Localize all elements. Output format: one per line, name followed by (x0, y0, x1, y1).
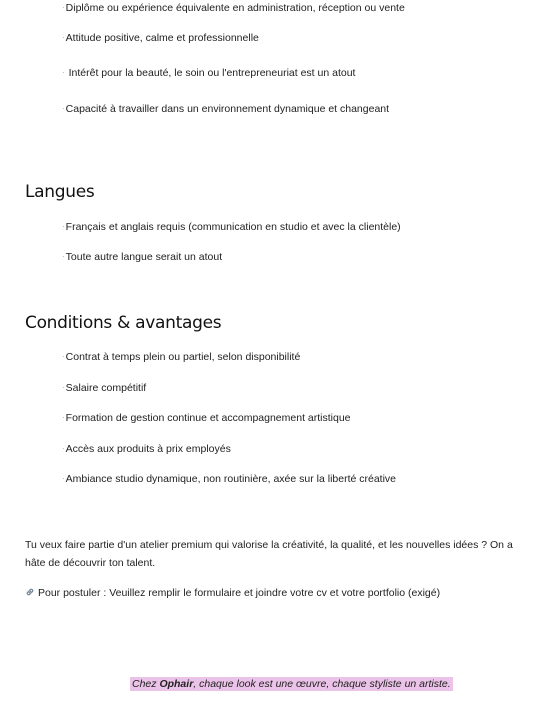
list-item-text: Ambiance studio dynamique, non routinière, axée sur la liberté créative (65, 473, 397, 485)
list-item-text: Accès aux produits à prix employés (65, 443, 231, 455)
list-item (62, 250, 222, 264)
bullet: · (62, 352, 65, 361)
bullet: · (62, 33, 65, 42)
list-item-text: Diplôme ou expérience équivalente en administration, réception ou vente (65, 2, 405, 14)
bullet: · (62, 68, 65, 77)
bullet: · (62, 222, 65, 231)
list-item-text: Capacité à travailler dans un environnement dynamique et changeant (65, 103, 390, 115)
list-item-text: Intérêt pour la beauté, le soin ou l'entrepreneuriat est un atout (65, 67, 356, 79)
bullet: · (62, 104, 65, 113)
list-item (62, 102, 389, 116)
brand-tagline (130, 677, 453, 691)
bullet: · (62, 444, 65, 453)
bullet: · (62, 474, 65, 483)
conditions-heading: Conditions & avantages (25, 313, 222, 333)
list-item (62, 381, 146, 395)
list-item-text: Attitude positive, calme et professionnelle (65, 32, 259, 44)
tagline-prefix: Chez (132, 678, 160, 690)
list-item (62, 350, 300, 364)
bullet: · (62, 252, 65, 261)
list-item-text: Salaire compétitif (65, 382, 147, 394)
closing-paragraph: Tu veux faire partie d'un atelier premium qui valorise la créativité, la qualité, et les nouvelles idées ? On a hâte de découvrir ton talent. (25, 539, 513, 569)
brand-name: Ophair (159, 678, 194, 690)
list-item-text: Toute autre langue serait un atout (65, 251, 223, 263)
bullet: · (62, 3, 65, 12)
list-item (62, 220, 401, 234)
bullet: · (62, 383, 65, 392)
apply-instructions (25, 586, 440, 600)
bullet: · (62, 413, 65, 422)
apply-text: Pour postuler : Veuillez remplir le formulaire et joindre votre cv et votre portfolio (exigé) (38, 587, 441, 599)
list-item (62, 411, 351, 425)
list-item (62, 31, 259, 45)
list-item-text: Formation de gestion continue et accompagnement artistique (65, 412, 351, 424)
list-item (62, 1, 405, 15)
languages-heading: Langues (25, 182, 95, 202)
list-item-text: Français et anglais requis (communication en studio et avec la clientèle) (65, 221, 401, 233)
list-item (62, 472, 396, 486)
list-item (62, 442, 231, 456)
list-item (62, 66, 355, 80)
link-icon (25, 587, 35, 597)
tagline-suffix: , chaque look est une œuvre, chaque styliste un artiste. (193, 678, 451, 690)
list-item-text: Contrat à temps plein ou partiel, selon disponibilité (65, 351, 301, 363)
